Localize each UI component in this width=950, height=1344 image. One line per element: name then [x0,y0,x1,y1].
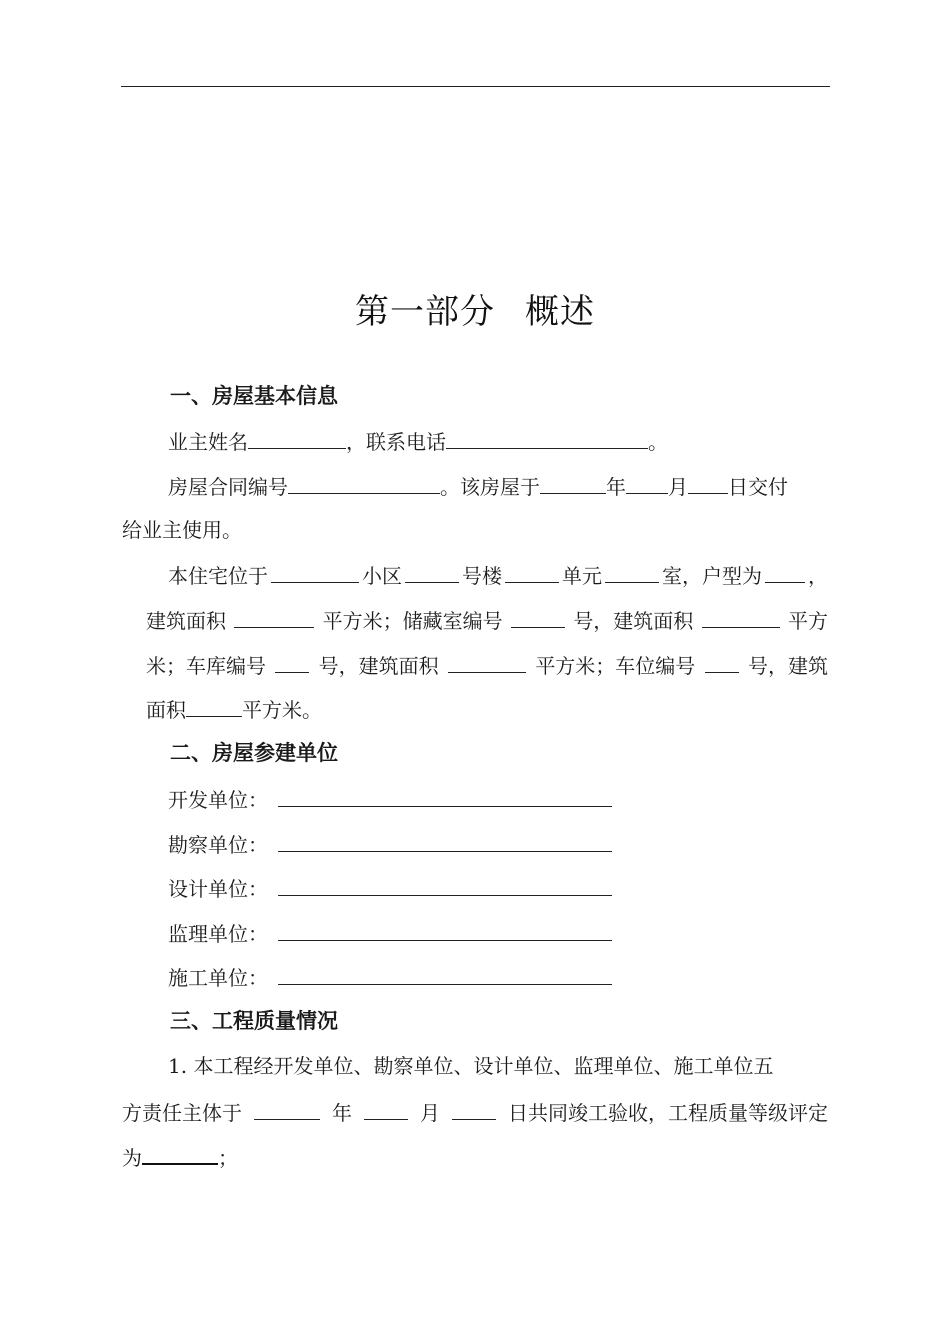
acceptance-day-field[interactable] [452,1097,496,1120]
section3-heading: 三、工程质量情况 [170,1009,338,1033]
developer-field[interactable] [278,784,612,807]
location-line: 本住宅位于 小区 号楼 单元 室，户型为 ， [168,560,828,590]
supervision-field[interactable] [278,918,612,941]
page-title [0,284,950,333]
storage-area-field[interactable] [702,605,780,628]
developer-line: 开发单位： [168,784,612,814]
parking-number-field[interactable] [705,650,739,673]
delivery-day-field[interactable] [688,471,728,494]
layout-field[interactable] [765,560,805,583]
garage-number-field[interactable] [275,650,309,673]
acceptance-year-field[interactable] [254,1097,320,1120]
contract-line: 房屋合同编号 。该房屋于 年 月 日交付 [168,471,788,501]
acceptance-month-field[interactable] [364,1097,408,1120]
parking-area-line: 面积 平方米。 [146,694,322,724]
area-line: 建筑面积 平方米；储藏室编号 号，建筑面积 平方 [146,605,828,635]
header-rule [121,86,830,87]
building-field[interactable] [405,560,459,583]
acceptance-line-1: 1. 本工程经开发单位、勘察单位、设计单位、监理单位、施工单位五 [168,1054,774,1078]
design-line: 设计单位： [168,873,612,903]
contract-number-field[interactable] [288,471,440,494]
delivery-cont-line: 给业主使用。 [122,518,242,542]
unit-field[interactable] [505,560,559,583]
acceptance-line-3: 为 ； [122,1141,238,1172]
garage-line: 米；车库编号 号，建筑面积 平方米；车位编号 号，建筑 [146,650,828,680]
building-area-field[interactable] [234,605,314,628]
storage-number-field[interactable] [511,605,565,628]
delivery-month-field[interactable] [626,471,668,494]
construction-line: 施工单位： [168,962,612,992]
section2-heading: 二、房屋参建单位 [170,741,338,765]
parking-area-field[interactable] [186,694,242,717]
design-field[interactable] [278,873,612,896]
phone-field[interactable] [446,426,648,449]
survey-line: 勘察单位： [168,829,612,859]
room-field[interactable] [605,560,659,583]
quality-grade-field[interactable] [142,1141,218,1165]
construction-field[interactable] [278,962,612,985]
title-name: 概述 [525,292,595,332]
survey-field[interactable] [278,829,612,852]
title-part: 第一部分 [355,292,495,332]
community-field[interactable] [271,560,359,583]
garage-area-field[interactable] [448,650,526,673]
section1-heading: 一、房屋基本信息 [170,384,338,408]
acceptance-line-2: 方责任主体于 年 月 日共同竣工验收，工程质量等级评定 [122,1097,828,1127]
owner-name-field[interactable] [248,426,346,449]
owner-line: 业主姓名 ，联系电话 。 [168,426,668,456]
supervision-line: 监理单位： [168,918,612,948]
delivery-year-field[interactable] [540,471,606,494]
